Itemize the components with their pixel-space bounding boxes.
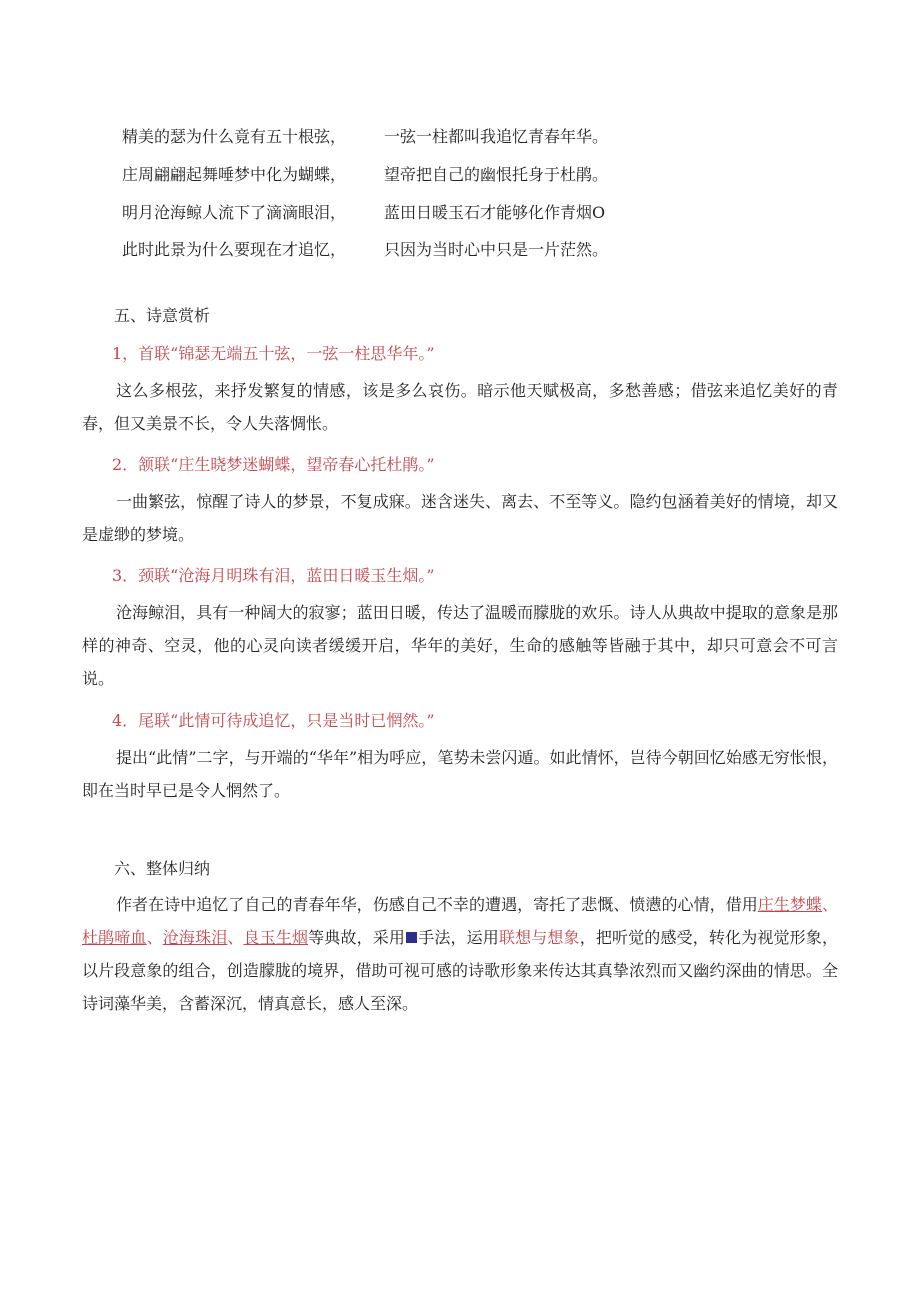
summary-text-2: 等典故，采用 (308, 928, 406, 947)
allusion-canghai: 沧海珠泪 (162, 928, 228, 947)
poem-line-left: 庄周翩翩起舞唾梦中化为蝴蝶， (122, 165, 347, 184)
couplet-analysis-1: 这么多根弦，来抒发繁复的情感，该是多么哀伤。暗示他天赋极高，多愁善感；借弦来追忆美好的青春，但又美景不长，令人失落惆怅。 (82, 381, 838, 433)
separator: 、 (227, 928, 244, 947)
allusion-liangyu: 良玉生烟 (243, 928, 309, 947)
section-5-title: 五、诗意赏析 (114, 306, 211, 325)
section-6-title: 六、整体归纳 (114, 859, 211, 878)
poem-line-right: 只因为当时心中只是一片茫然。 (384, 240, 609, 259)
poem-line-left: 此时此景为什么要现在才追忆， (122, 240, 347, 259)
highlight-imagination: 联想与想象 (498, 928, 580, 947)
summary-paragraph (82, 888, 838, 1020)
poem-line-right: 一弦一柱都叫我追忆青春年华。 (384, 127, 609, 146)
summary-text-4: ，把听觉的感受，转化为视觉形象，以片段意象的组合，创造朦胧的境界，借助可视可感的诗歌形象来传达其真挚浓烈而又幽约深曲的情思。全诗词藻华美，含蓄深沉，情真意长，感人至深。 (82, 928, 838, 1013)
summary-text-1: 作者在诗中追忆了自己的青春年华，伤感自己不幸的遭遇，寄托了悲慨、愤懑的心情，借用 (116, 895, 758, 914)
poem-line-left: 明月沧海鲸人流下了滴滴眼泪， (122, 203, 347, 222)
couplet-analysis-3: 沧海鲸泪，具有一种阔大的寂寥；蓝田日暖，传达了温暖而朦胧的欢乐。诗人从典故中提取的意象是那样的神奇、空灵，他的心灵向读者缓缓开启，华年的美好，生命的感触等皆融于其中，却只可意会不可言说。 (82, 603, 838, 688)
couplet-heading-2: 2．颔联“庄生晓梦迷蝴蝶，望帝春心托杜鹃。” (112, 455, 435, 474)
allusion-dujuan: 杜鹃啼血 (82, 928, 147, 947)
summary-text-3: 手法，运用 (418, 928, 499, 947)
couplet-analysis-2: 一曲繁弦，惊醒了诗人的梦景，不复成寐。迷含迷失、离去、不至等义。隐约包涵着美好的情境，却又是虚缈的梦境。 (82, 492, 838, 544)
separator: 、 (821, 895, 838, 914)
allusion-zhuangsheng: 庄生梦蝶 (757, 895, 822, 914)
poem-line-right: 望帝把自己的幽恨托身于杜鹃。 (384, 165, 609, 184)
separator: 、 (146, 928, 163, 947)
couplet-heading-3: 3．颈联“沧海月明珠有泪，蓝田日暖玉生烟。” (112, 566, 435, 585)
blank-square-icon (406, 932, 417, 943)
couplet-analysis-4: 提出“此情”二字，与开端的“华年”相为呼应，笔势未尝闪遁。如此情怀，岂待今朝回忆始感无穷怅恨，即在当时早已是令人惘然了。 (82, 748, 838, 800)
poem-line-left: 精美的瑟为什么竟有五十根弦， (122, 127, 347, 146)
couplet-heading-4: 4．尾联“此情可待成追忆，只是当时已惘然。” (112, 711, 435, 730)
couplet-heading-1: 1，首联“锦瑟无端五十弦，一弦一柱思华年。” (112, 344, 435, 363)
poem-line-right: 蓝田日暖玉石才能够化作青烟O (384, 203, 606, 222)
